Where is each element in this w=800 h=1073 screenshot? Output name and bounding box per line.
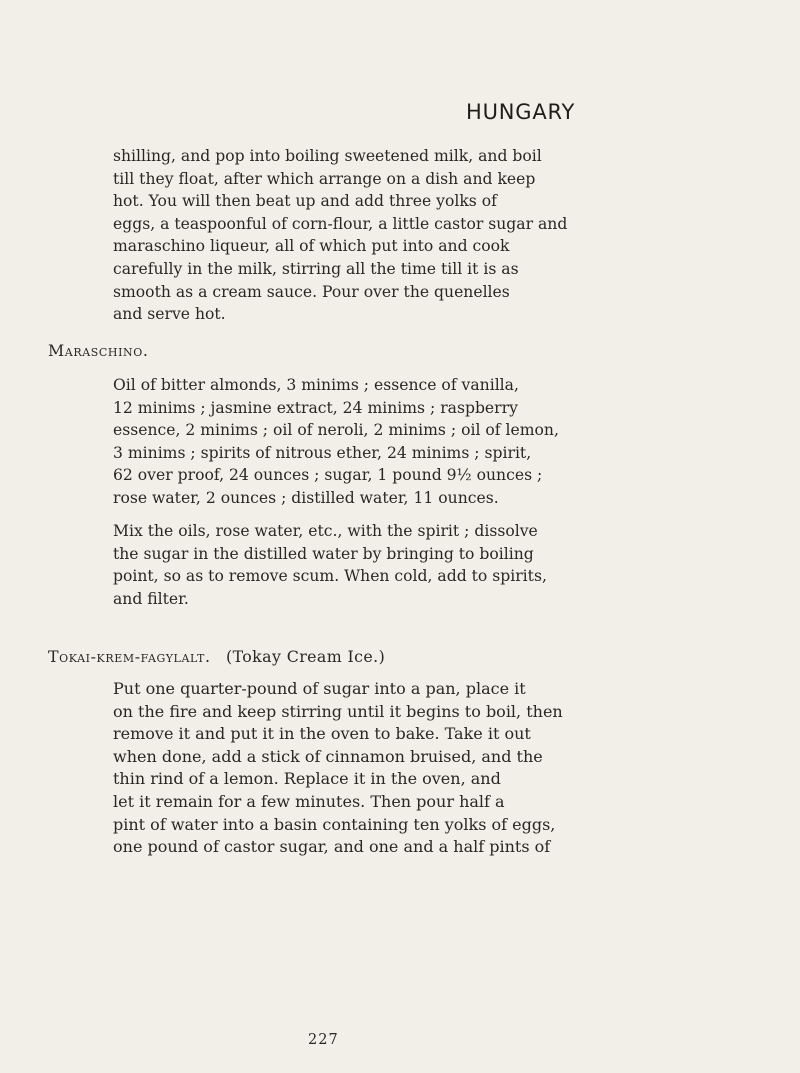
maraschino-method xyxy=(113,520,570,610)
text-line: remove it and put it in the oven to bake. Take it out xyxy=(113,724,531,744)
text-line: 62 over proof, 24 ounces ; sugar, 1 pound 9½ ounces ; xyxy=(113,466,543,485)
text-line: on the fire and keep stirring until it begins to boil, then xyxy=(113,701,563,721)
text-line: essence, 2 minims ; oil of neroli, 2 minims ; oil of lemon, xyxy=(113,421,559,440)
page-number: 227 xyxy=(308,1032,339,1048)
text-line: when done, add a stick of cinnamon bruised, and the xyxy=(113,746,543,766)
text-line: hot. You will then beat up and add three yolks of xyxy=(113,192,497,211)
text-line: eggs, a teaspoonful of corn-flour, a little castor sugar and xyxy=(113,214,568,233)
text-line: thin rind of a lemon. Replace it in the oven, and xyxy=(113,769,501,789)
continuation-paragraph xyxy=(113,145,570,326)
text-line: 3 minims ; spirits of nitrous ether, 24 minims ; spirit, xyxy=(113,443,532,462)
tokai-heading xyxy=(48,647,385,666)
text-line: smooth as a cream sauce. Pour over the quenelles xyxy=(113,282,510,301)
tokai-paragraph xyxy=(113,678,570,859)
text-line: till they float, after which arrange on a dish and keep xyxy=(113,169,536,188)
text-line: and filter. xyxy=(113,589,189,608)
heading-subtitle: (Tokay Cream Ice.) xyxy=(226,647,386,666)
text-line: and serve hot. xyxy=(113,305,226,324)
running-head: HUNGARY xyxy=(466,100,576,124)
text-line: Oil of bitter almonds, 3 minims ; essence of vanilla, xyxy=(113,376,519,394)
text-line: maraschino liqueur, all of which put into and cook xyxy=(113,237,510,256)
text-line: rose water, 2 ounces ; distilled water, 11 ounces. xyxy=(113,488,499,507)
text-line: the sugar in the distilled water by bringing to boiling xyxy=(113,544,534,563)
text-line: Put one quarter-pound of sugar into a pan, place it xyxy=(113,679,526,698)
maraschino-heading xyxy=(48,341,149,360)
heading-text: Tokai-krem-fagylalt. xyxy=(48,647,211,666)
text-line: let it remain for a few minutes. Then pour half a xyxy=(113,791,505,811)
text-line: Mix the oils, rose water, etc., with the spirit ; dissolve xyxy=(113,522,538,540)
text-line: pint of water into a basin containing ten yolks of eggs, xyxy=(113,814,556,834)
text-line: carefully in the milk, stirring all the time till it is as xyxy=(113,259,519,278)
text-line: 12 minims ; jasmine extract, 24 minims ; raspberry xyxy=(113,398,518,417)
maraschino-ingredients xyxy=(113,374,570,510)
text-line: one pound of castor sugar, and one and a half pints of xyxy=(113,837,551,857)
text-line: point, so as to remove scum. When cold, add to spirits, xyxy=(113,567,547,586)
text-line: shilling, and pop into boiling sweetened milk, and boil xyxy=(113,147,542,165)
heading-text: Maraschino. xyxy=(48,341,149,360)
